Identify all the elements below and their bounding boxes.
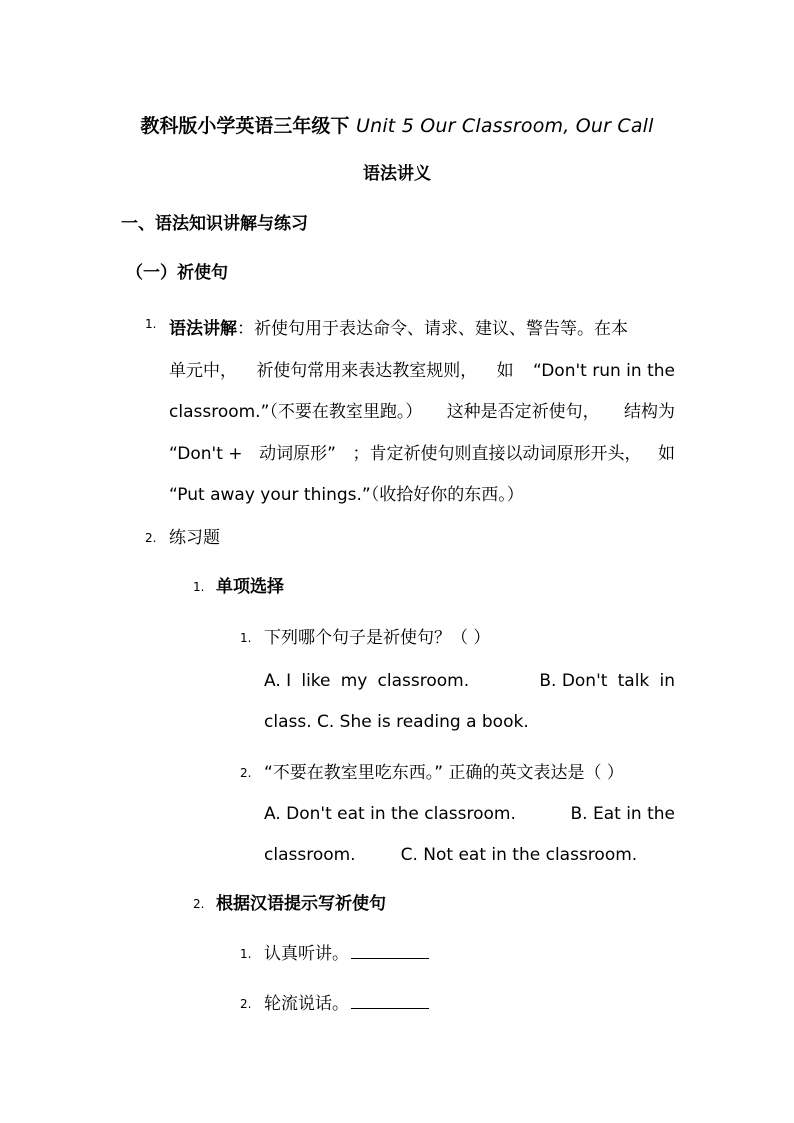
multiple-choice-heading: 单项选择: [216, 577, 284, 597]
question-options: [264, 794, 675, 876]
option-text: classroom.: [264, 845, 356, 865]
paragraph-text: 这种是否定祈使句，: [446, 402, 600, 422]
paragraph-text: 如: [496, 360, 514, 381]
document-title: [0, 112, 794, 140]
option-text: B. Don't: [539, 671, 608, 691]
paragraph-text: 祈使句常用来表达教室规则，: [256, 360, 478, 381]
paragraph-line: [169, 392, 675, 434]
item-number: 2.: [145, 531, 157, 545]
options-line: [264, 702, 675, 743]
document-title-en: Unit 5 Our Classroom, Our Call: [355, 115, 654, 137]
question-text: 轮流说话。: [264, 994, 349, 1014]
document-title-cn: 教科版小学英语三年级下: [140, 115, 350, 137]
option-text: B. Eat in the: [570, 804, 675, 824]
question-number: 2.: [240, 766, 252, 780]
question-number: 1.: [240, 631, 252, 645]
exercises-label: 练习题: [169, 528, 220, 548]
paragraph-text: ；肯定祈使句则直接以动词原形开头，: [352, 443, 642, 464]
paragraph-text: classroom.”（不要在教室里跑。）: [169, 402, 423, 422]
grammar-explanation-paragraph: [169, 309, 675, 517]
question-text: “不要在教室里吃东西。” 正确的英文表达是（ ）: [264, 763, 624, 783]
paragraph-text: “Don't run in the: [532, 360, 675, 381]
question-text: 下列哪个句子是祈使句？（ ）: [264, 628, 491, 648]
option-text: in: [659, 671, 675, 691]
writing-task-heading: 根据汉语提示写祈使句: [216, 894, 386, 914]
option-text: like: [301, 671, 331, 691]
paragraph-line: [169, 309, 675, 351]
paragraph-text: 结构为: [623, 402, 675, 422]
option-text: class. C. She is reading a book.: [264, 712, 529, 732]
option-text: A. I: [264, 671, 292, 691]
paragraph-text: ：祈使句用于表达命令、请求、建议、警告等。在本: [237, 319, 628, 339]
question-options: [264, 661, 675, 743]
question-number: 2.: [240, 997, 252, 1011]
option-text: A. Don't eat in the classroom.: [264, 804, 516, 824]
paragraph-line: [169, 351, 675, 393]
paragraph-line: [169, 434, 675, 476]
subsection-heading: （一）祈使句: [126, 263, 228, 283]
section-heading: 一、语法知识讲解与练习: [121, 214, 308, 234]
answer-blank[interactable]: [351, 940, 429, 959]
item-number: 1.: [145, 317, 157, 331]
option-text: C. Not eat in the classroom.: [400, 845, 638, 865]
paragraph-text: 动词原形”: [259, 443, 336, 464]
question-text: 认真听讲。: [264, 944, 349, 964]
option-text: talk: [617, 671, 650, 691]
part-number: 2.: [193, 897, 205, 911]
paragraph-text: 单元中，: [169, 360, 237, 381]
paragraph-text: 如: [658, 443, 675, 464]
options-line: [264, 661, 675, 702]
writing-question: [264, 940, 429, 968]
options-line: [264, 835, 675, 876]
option-text: my: [340, 671, 368, 691]
question-number: 1.: [240, 947, 252, 961]
document-subtitle: 语法讲义: [363, 164, 431, 184]
options-line: [264, 794, 675, 835]
option-text: classroom.: [377, 671, 470, 691]
answer-blank[interactable]: [351, 990, 429, 1009]
paragraph-line: [169, 475, 675, 517]
part-number: 1.: [193, 580, 205, 594]
writing-question: [264, 990, 429, 1018]
paragraph-text: “Don't +: [169, 443, 243, 464]
grammar-explanation-label: 语法讲解: [169, 319, 237, 339]
paragraph-text: “Put away your things.”（收拾好你的东西。）: [169, 485, 524, 505]
